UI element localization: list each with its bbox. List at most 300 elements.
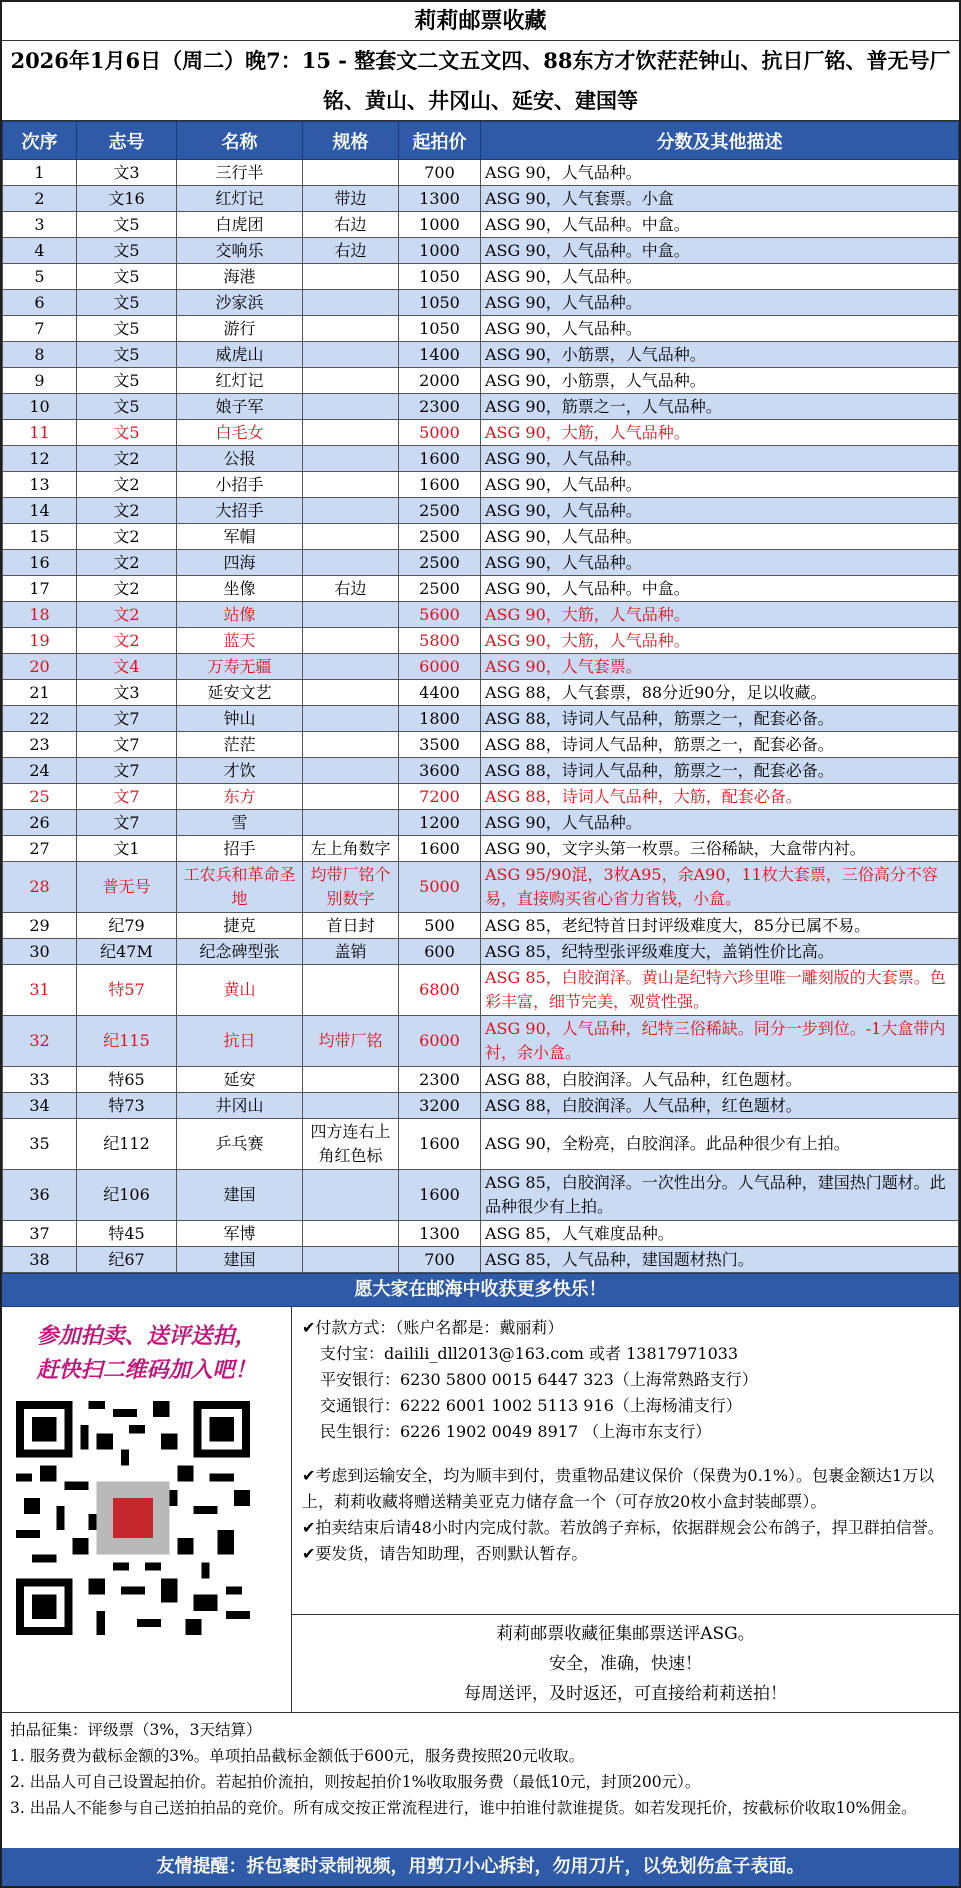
stamp-spec	[303, 654, 399, 680]
table-row	[3, 264, 959, 290]
table-row	[3, 498, 959, 524]
stamp-spec	[303, 1093, 399, 1119]
lot-number: 17	[3, 576, 77, 602]
stamp-name: 坐像	[177, 576, 303, 602]
stamp-spec: 右边	[303, 238, 399, 264]
lot-number: 1	[3, 160, 77, 186]
table-row	[3, 939, 959, 965]
lot-description: ASG 90，小筋票，人气品种。	[481, 368, 959, 394]
stamp-code: 纪115	[77, 1016, 177, 1067]
stamp-name: 白虎团	[177, 212, 303, 238]
start-price: 1200	[399, 810, 481, 836]
grading-line-3: 每周送评，及时返还，可直接给莉莉送拍！	[464, 1684, 787, 1704]
stamp-code: 普无号	[77, 862, 177, 913]
table-row	[3, 1221, 959, 1247]
stamp-name: 白毛女	[177, 420, 303, 446]
lot-number: 19	[3, 628, 77, 654]
lot-number: 5	[3, 264, 77, 290]
lot-description: ASG 90，人气品种。	[481, 810, 959, 836]
lot-number: 27	[3, 836, 77, 862]
start-price: 5000	[399, 420, 481, 446]
stamp-code: 文7	[77, 784, 177, 810]
delivery-note: ✔要发货，请告知助理，否则默认暂存。	[302, 1544, 588, 1563]
table-row	[3, 160, 959, 186]
lot-description: ASG 90，文字头第一枚票。三俗稀缺，大盒带内衬。	[481, 836, 959, 862]
stamp-spec: 均带厂铭个别数字	[303, 862, 399, 913]
stamp-spec: 带边	[303, 186, 399, 212]
start-price: 3500	[399, 732, 481, 758]
promo-line-1: 参加拍卖、送评送拍，	[36, 1323, 257, 1349]
start-price: 6800	[399, 965, 481, 1016]
start-price: 500	[399, 913, 481, 939]
grading-line-1: 莉莉邮票收藏征集邮票送评ASG。	[496, 1624, 755, 1644]
stamp-spec	[303, 810, 399, 836]
table-row	[3, 836, 959, 862]
start-price: 1000	[399, 238, 481, 264]
stamp-spec: 右边	[303, 212, 399, 238]
lot-number: 26	[3, 810, 77, 836]
alipay-account: 支付宝：dailili_dll2013@163.com 或者 13817971033	[320, 1344, 739, 1363]
lot-description: ASG 90，人气品种。	[481, 316, 959, 342]
table-row	[3, 186, 959, 212]
stamp-name: 建国	[177, 1170, 303, 1221]
table-row	[3, 628, 959, 654]
stamp-code: 纪67	[77, 1247, 177, 1273]
table-row	[3, 342, 959, 368]
stamp-name: 红灯记	[177, 186, 303, 212]
lot-number: 33	[3, 1067, 77, 1093]
stamp-name: 游行	[177, 316, 303, 342]
payment-deadline-note: ✔拍卖结束后请48小时内完成付款。若放鸽子弃标，依据群规会公布鸽子，捍卫群拍信誉。	[302, 1518, 944, 1537]
start-price: 5800	[399, 628, 481, 654]
stamp-code: 文5	[77, 290, 177, 316]
start-price: 1600	[399, 1119, 481, 1170]
stamp-spec: 盖销	[303, 939, 399, 965]
lot-description: ASG 88，白胶润泽。人气品种，红色题材。	[481, 1067, 959, 1093]
stamp-code: 纪106	[77, 1170, 177, 1221]
start-price: 4400	[399, 680, 481, 706]
lot-description: ASG 85，白胶润泽。一次性出分。人气品种，建国热门题材。此品种很少有上拍。	[481, 1170, 959, 1221]
lot-number: 3	[3, 212, 77, 238]
stamp-name: 纪念碑型张	[177, 939, 303, 965]
stamp-name: 蓝天	[177, 628, 303, 654]
stamp-spec	[303, 160, 399, 186]
lot-number: 4	[3, 238, 77, 264]
lot-description: ASG 90，人气品种。	[481, 446, 959, 472]
start-price: 1300	[399, 1221, 481, 1247]
start-price: 1600	[399, 472, 481, 498]
stamp-spec	[303, 342, 399, 368]
lot-number: 8	[3, 342, 77, 368]
stamp-name: 公报	[177, 446, 303, 472]
lot-description: ASG 95/90混，3枚A95，余A90，11枚大套票，三俗高分不容易，直接购买省心省力省钱，小盒。	[481, 862, 959, 913]
start-price: 1400	[399, 342, 481, 368]
stamp-name: 延安文艺	[177, 680, 303, 706]
footer-reminder: 友情提醒：拆包裹时录制视频，用剪刀小心拆封，勿用刀片，以免划伤盒子表面。	[2, 1848, 959, 1886]
stamp-code: 文5	[77, 264, 177, 290]
stamp-spec	[303, 550, 399, 576]
lot-description: ASG 85，人气难度品种。	[481, 1221, 959, 1247]
stamp-spec: 左上角数字	[303, 836, 399, 862]
stamp-name: 万寿无疆	[177, 654, 303, 680]
stamp-name: 娘子军	[177, 394, 303, 420]
lot-number: 30	[3, 939, 77, 965]
stamp-spec: 四方连右上角红色标	[303, 1119, 399, 1170]
lot-description: ASG 90，人气品种。	[481, 264, 959, 290]
start-price: 600	[399, 939, 481, 965]
stamp-name: 东方	[177, 784, 303, 810]
table-row	[3, 1170, 959, 1221]
table-row	[3, 394, 959, 420]
stamp-spec	[303, 602, 399, 628]
table-row	[3, 758, 959, 784]
lot-description: ASG 88，白胶润泽。人气品种，红色题材。	[481, 1093, 959, 1119]
stamp-spec	[303, 732, 399, 758]
rules-heading: 拍品征集：评级票（3%，3天结算）	[10, 1721, 262, 1739]
lot-description: ASG 88，人气套票，88分近90分，足以收藏。	[481, 680, 959, 706]
bank-account-pingan: 平安银行：6230 5800 0015 6447 323（上海常熟路支行）	[320, 1370, 758, 1389]
rule-2: 2. 出品人可自己设置起拍价。若起拍价流拍，则按起拍价1%收取服务费（最低10元，封顶200元）。	[10, 1773, 701, 1791]
stamp-code: 文2	[77, 602, 177, 628]
table-header-row	[3, 122, 959, 160]
qr-code-icon[interactable]	[16, 1401, 250, 1635]
lot-description: ASG 90，人气品种。	[481, 498, 959, 524]
lot-number: 12	[3, 446, 77, 472]
stamp-name: 小招手	[177, 472, 303, 498]
stamp-code: 文5	[77, 368, 177, 394]
grading-service-box	[292, 1614, 959, 1712]
start-price: 2500	[399, 498, 481, 524]
table-row	[3, 446, 959, 472]
start-price: 1600	[399, 446, 481, 472]
lot-description: ASG 90，筋票之一，人气品种。	[481, 394, 959, 420]
start-price: 6000	[399, 1016, 481, 1067]
col-header-name: 名称	[177, 122, 303, 160]
lot-description: ASG 90，大筋，人气品种。	[481, 602, 959, 628]
stamp-code: 特45	[77, 1221, 177, 1247]
stamp-spec	[303, 1247, 399, 1273]
table-row	[3, 316, 959, 342]
stamp-code: 文7	[77, 810, 177, 836]
stamp-code: 文2	[77, 576, 177, 602]
table-row	[3, 862, 959, 913]
page-subtitle: 2026年1月6日（周二）晚7：15 - 整套文二文五文四、88东方才饮茫茫钟山、抗日厂铭、普无号厂铭、黄山、井冈山、延安、建国等	[2, 41, 959, 121]
stamp-code: 纪79	[77, 913, 177, 939]
stamp-code: 文2	[77, 472, 177, 498]
lot-number: 37	[3, 1221, 77, 1247]
table-row	[3, 965, 959, 1016]
table-row	[3, 784, 959, 810]
lot-description: ASG 90，人气品种。中盒。	[481, 212, 959, 238]
lot-description: ASG 90，全粉亮，白胶润泽。此品种很少有上拍。	[481, 1119, 959, 1170]
table-row	[3, 290, 959, 316]
start-price: 1050	[399, 264, 481, 290]
table-row	[3, 420, 959, 446]
rule-3: 3. 出品人不能参与自己送拍拍品的竞价。所有成交按正常流程进行，谁中拍谁付款谁提货。如若发现托价，按截标价收取10%佣金。	[10, 1799, 917, 1817]
stamp-code: 文2	[77, 524, 177, 550]
col-header-code: 志号	[77, 122, 177, 160]
stamp-spec	[303, 524, 399, 550]
stamp-spec	[303, 498, 399, 524]
stamp-code: 文1	[77, 836, 177, 862]
start-price: 2500	[399, 576, 481, 602]
start-price: 1600	[399, 836, 481, 862]
stamp-code: 文16	[77, 186, 177, 212]
table-row	[3, 524, 959, 550]
promo-line-2: 赶快扫二维码加入吧！	[36, 1357, 257, 1383]
lot-number: 35	[3, 1119, 77, 1170]
rules-section	[2, 1713, 959, 1825]
lot-number: 7	[3, 316, 77, 342]
stamp-name: 军帽	[177, 524, 303, 550]
stamp-spec	[303, 758, 399, 784]
lot-description: ASG 88，诗词人气品种，筋票之一，配套必备。	[481, 706, 959, 732]
stamp-code: 纪112	[77, 1119, 177, 1170]
stamp-name: 捷克	[177, 913, 303, 939]
start-price: 2300	[399, 394, 481, 420]
stamp-name: 井冈山	[177, 1093, 303, 1119]
info-section	[2, 1307, 959, 1713]
stamp-spec	[303, 368, 399, 394]
lot-number: 15	[3, 524, 77, 550]
table-row	[3, 680, 959, 706]
lot-description: ASG 90，人气品种。	[481, 290, 959, 316]
table-row	[3, 550, 959, 576]
stamp-name: 钟山	[177, 706, 303, 732]
lot-number: 24	[3, 758, 77, 784]
stamp-code: 文3	[77, 160, 177, 186]
start-price: 1600	[399, 1170, 481, 1221]
col-header-desc: 分数及其他描述	[481, 122, 959, 160]
payment-info	[292, 1307, 959, 1614]
lot-description: ASG 88，诗词人气品种，大筋，配套必备。	[481, 784, 959, 810]
stamp-name: 威虎山	[177, 342, 303, 368]
stamp-spec	[303, 1170, 399, 1221]
table-row	[3, 732, 959, 758]
table-row	[3, 576, 959, 602]
lot-number: 38	[3, 1247, 77, 1273]
lot-number: 36	[3, 1170, 77, 1221]
lot-number: 18	[3, 602, 77, 628]
start-price: 5000	[399, 862, 481, 913]
lot-description: ASG 90，人气套票。小盒	[481, 186, 959, 212]
grading-line-2: 安全，准确，快速！	[549, 1654, 702, 1674]
wish-banner: 愿大家在邮海中收获更多快乐！	[2, 1273, 959, 1307]
start-price: 1300	[399, 186, 481, 212]
stamp-code: 文5	[77, 342, 177, 368]
stamp-code: 文2	[77, 446, 177, 472]
start-price: 1800	[399, 706, 481, 732]
stamp-code: 文4	[77, 654, 177, 680]
lot-description: ASG 90，大筋，人气品种。	[481, 628, 959, 654]
stamp-spec	[303, 628, 399, 654]
payment-panel	[292, 1307, 959, 1712]
start-price: 5600	[399, 602, 481, 628]
lot-description: ASG 90，小筋票，人气品种。	[481, 342, 959, 368]
start-price: 2000	[399, 368, 481, 394]
lots-table	[2, 121, 959, 1273]
stamp-code: 文2	[77, 498, 177, 524]
lot-description: ASG 90，人气品种。	[481, 472, 959, 498]
lot-number: 13	[3, 472, 77, 498]
stamp-spec	[303, 784, 399, 810]
table-row	[3, 602, 959, 628]
table-row	[3, 1247, 959, 1273]
lot-number: 14	[3, 498, 77, 524]
stamp-code: 文7	[77, 706, 177, 732]
table-row	[3, 810, 959, 836]
stamp-spec	[303, 965, 399, 1016]
stamp-name: 茫茫	[177, 732, 303, 758]
stamp-name: 建国	[177, 1247, 303, 1273]
lot-number: 21	[3, 680, 77, 706]
lot-number: 23	[3, 732, 77, 758]
stamp-code: 特73	[77, 1093, 177, 1119]
bank-account-bocom: 交通银行：6222 6001 1002 5113 916（上海杨浦支行）	[320, 1396, 742, 1415]
stamp-spec	[303, 264, 399, 290]
lot-number: 31	[3, 965, 77, 1016]
stamp-name: 延安	[177, 1067, 303, 1093]
lot-description: ASG 90，人气品种。	[481, 550, 959, 576]
lot-description: ASG 85，白胶润泽。黄山是纪特六珍里唯一雕刻版的大套票。色彩丰富，细节完美，观赏性强。	[481, 965, 959, 1016]
lot-number: 10	[3, 394, 77, 420]
lot-number: 28	[3, 862, 77, 913]
start-price: 700	[399, 1247, 481, 1273]
col-header-price: 起拍价	[399, 122, 481, 160]
stamp-spec	[303, 472, 399, 498]
stamp-code: 文5	[77, 394, 177, 420]
stamp-name: 大招手	[177, 498, 303, 524]
stamp-name: 雪	[177, 810, 303, 836]
table-row	[3, 913, 959, 939]
stamp-spec	[303, 316, 399, 342]
page-title: 莉莉邮票收藏	[2, 2, 959, 41]
stamp-spec	[303, 446, 399, 472]
stamp-name: 才饮	[177, 758, 303, 784]
lot-description: ASG 88，诗词人气品种，筋票之一，配套必备。	[481, 758, 959, 784]
lot-description: ASG 90，人气品种。	[481, 524, 959, 550]
payment-title: ✔付款方式：（账户名都是：戴丽莉）	[302, 1318, 564, 1337]
start-price: 2500	[399, 524, 481, 550]
lot-description: ASG 90，人气品种。中盒。	[481, 576, 959, 602]
lot-description: ASG 90，人气品种。中盒。	[481, 238, 959, 264]
table-row	[3, 706, 959, 732]
start-price: 6000	[399, 654, 481, 680]
start-price: 7200	[399, 784, 481, 810]
lot-number: 6	[3, 290, 77, 316]
stamp-spec	[303, 706, 399, 732]
lot-number: 32	[3, 1016, 77, 1067]
stamp-name: 四海	[177, 550, 303, 576]
stamp-code: 文7	[77, 732, 177, 758]
stamp-spec: 首日封	[303, 913, 399, 939]
stamp-spec	[303, 394, 399, 420]
stamp-spec	[303, 680, 399, 706]
stamp-code: 文5	[77, 212, 177, 238]
stamp-name: 沙家浜	[177, 290, 303, 316]
stamp-spec: 右边	[303, 576, 399, 602]
stamp-name: 黄山	[177, 965, 303, 1016]
stamp-name: 工农兵和革命圣地	[177, 862, 303, 913]
stamp-name: 海港	[177, 264, 303, 290]
table-row	[3, 654, 959, 680]
start-price: 3600	[399, 758, 481, 784]
stamp-code: 文5	[77, 420, 177, 446]
table-row	[3, 368, 959, 394]
stamp-name: 抗日	[177, 1016, 303, 1067]
stamp-spec	[303, 1221, 399, 1247]
start-price: 3200	[399, 1093, 481, 1119]
stamp-name: 站像	[177, 602, 303, 628]
table-row	[3, 238, 959, 264]
lot-description: ASG 90，人气品种，纪特三俗稀缺。同分一步到位。-1大盒带内衬，余小盒。	[481, 1016, 959, 1067]
table-row	[3, 1067, 959, 1093]
shipping-note: ✔考虑到运输安全，均为顺丰到付，贵重物品建议保价（保费为0.1%）。包裹金额达1万以上，莉莉收藏将赠送精美亚克力储存盒一个（可存放20枚小盒封装邮票）。	[302, 1466, 935, 1511]
lot-description: ASG 88，诗词人气品种，筋票之一，配套必备。	[481, 732, 959, 758]
bank-account-minsheng: 民生银行：6226 1902 0049 8917 （上海市东支行）	[320, 1422, 712, 1441]
stamp-code: 纪47M	[77, 939, 177, 965]
lot-number: 11	[3, 420, 77, 446]
stamp-name: 乒乓赛	[177, 1119, 303, 1170]
lot-number: 2	[3, 186, 77, 212]
stamp-code: 文2	[77, 550, 177, 576]
lot-description: ASG 85，人气品种，建国题材热门。	[481, 1247, 959, 1273]
start-price: 2300	[399, 1067, 481, 1093]
start-price: 1050	[399, 316, 481, 342]
col-header-spec: 规格	[303, 122, 399, 160]
lot-number: 20	[3, 654, 77, 680]
start-price: 1050	[399, 290, 481, 316]
table-row	[3, 472, 959, 498]
start-price: 700	[399, 160, 481, 186]
stamp-code: 特57	[77, 965, 177, 1016]
lot-description: ASG 90，人气套票。	[481, 654, 959, 680]
stamp-spec: 均带厂铭	[303, 1016, 399, 1067]
lot-number: 22	[3, 706, 77, 732]
lot-number: 9	[3, 368, 77, 394]
lot-number: 25	[3, 784, 77, 810]
lots-table-body	[3, 160, 959, 1273]
table-row	[3, 1119, 959, 1170]
stamp-code: 文5	[77, 238, 177, 264]
lot-number: 29	[3, 913, 77, 939]
stamp-name: 军博	[177, 1221, 303, 1247]
col-header-no: 次序	[3, 122, 77, 160]
lot-description: ASG 90，人气品种。	[481, 160, 959, 186]
table-row	[3, 1016, 959, 1067]
stamp-code: 文5	[77, 316, 177, 342]
stamp-code: 文3	[77, 680, 177, 706]
stamp-name: 招手	[177, 836, 303, 862]
lot-number: 34	[3, 1093, 77, 1119]
lot-description: ASG 85，老纪特首日封评级难度大，85分已属不易。	[481, 913, 959, 939]
stamp-name: 三行半	[177, 160, 303, 186]
stamp-spec	[303, 1067, 399, 1093]
stamp-name: 红灯记	[177, 368, 303, 394]
lot-description: ASG 90，大筋，人气品种。	[481, 420, 959, 446]
stamp-code: 文2	[77, 628, 177, 654]
start-price: 2500	[399, 550, 481, 576]
stamp-code: 文7	[77, 758, 177, 784]
table-row	[3, 1093, 959, 1119]
lot-description: ASG 85，纪特型张评级难度大，盖销性价比高。	[481, 939, 959, 965]
stamp-code: 特65	[77, 1067, 177, 1093]
rule-1: 1. 服务费为截标金额的3%。单项拍品截标金额低于600元，服务费按照20元收取。	[10, 1747, 585, 1765]
table-row	[3, 212, 959, 238]
start-price: 1000	[399, 212, 481, 238]
stamp-spec	[303, 290, 399, 316]
promo-panel	[2, 1307, 292, 1712]
